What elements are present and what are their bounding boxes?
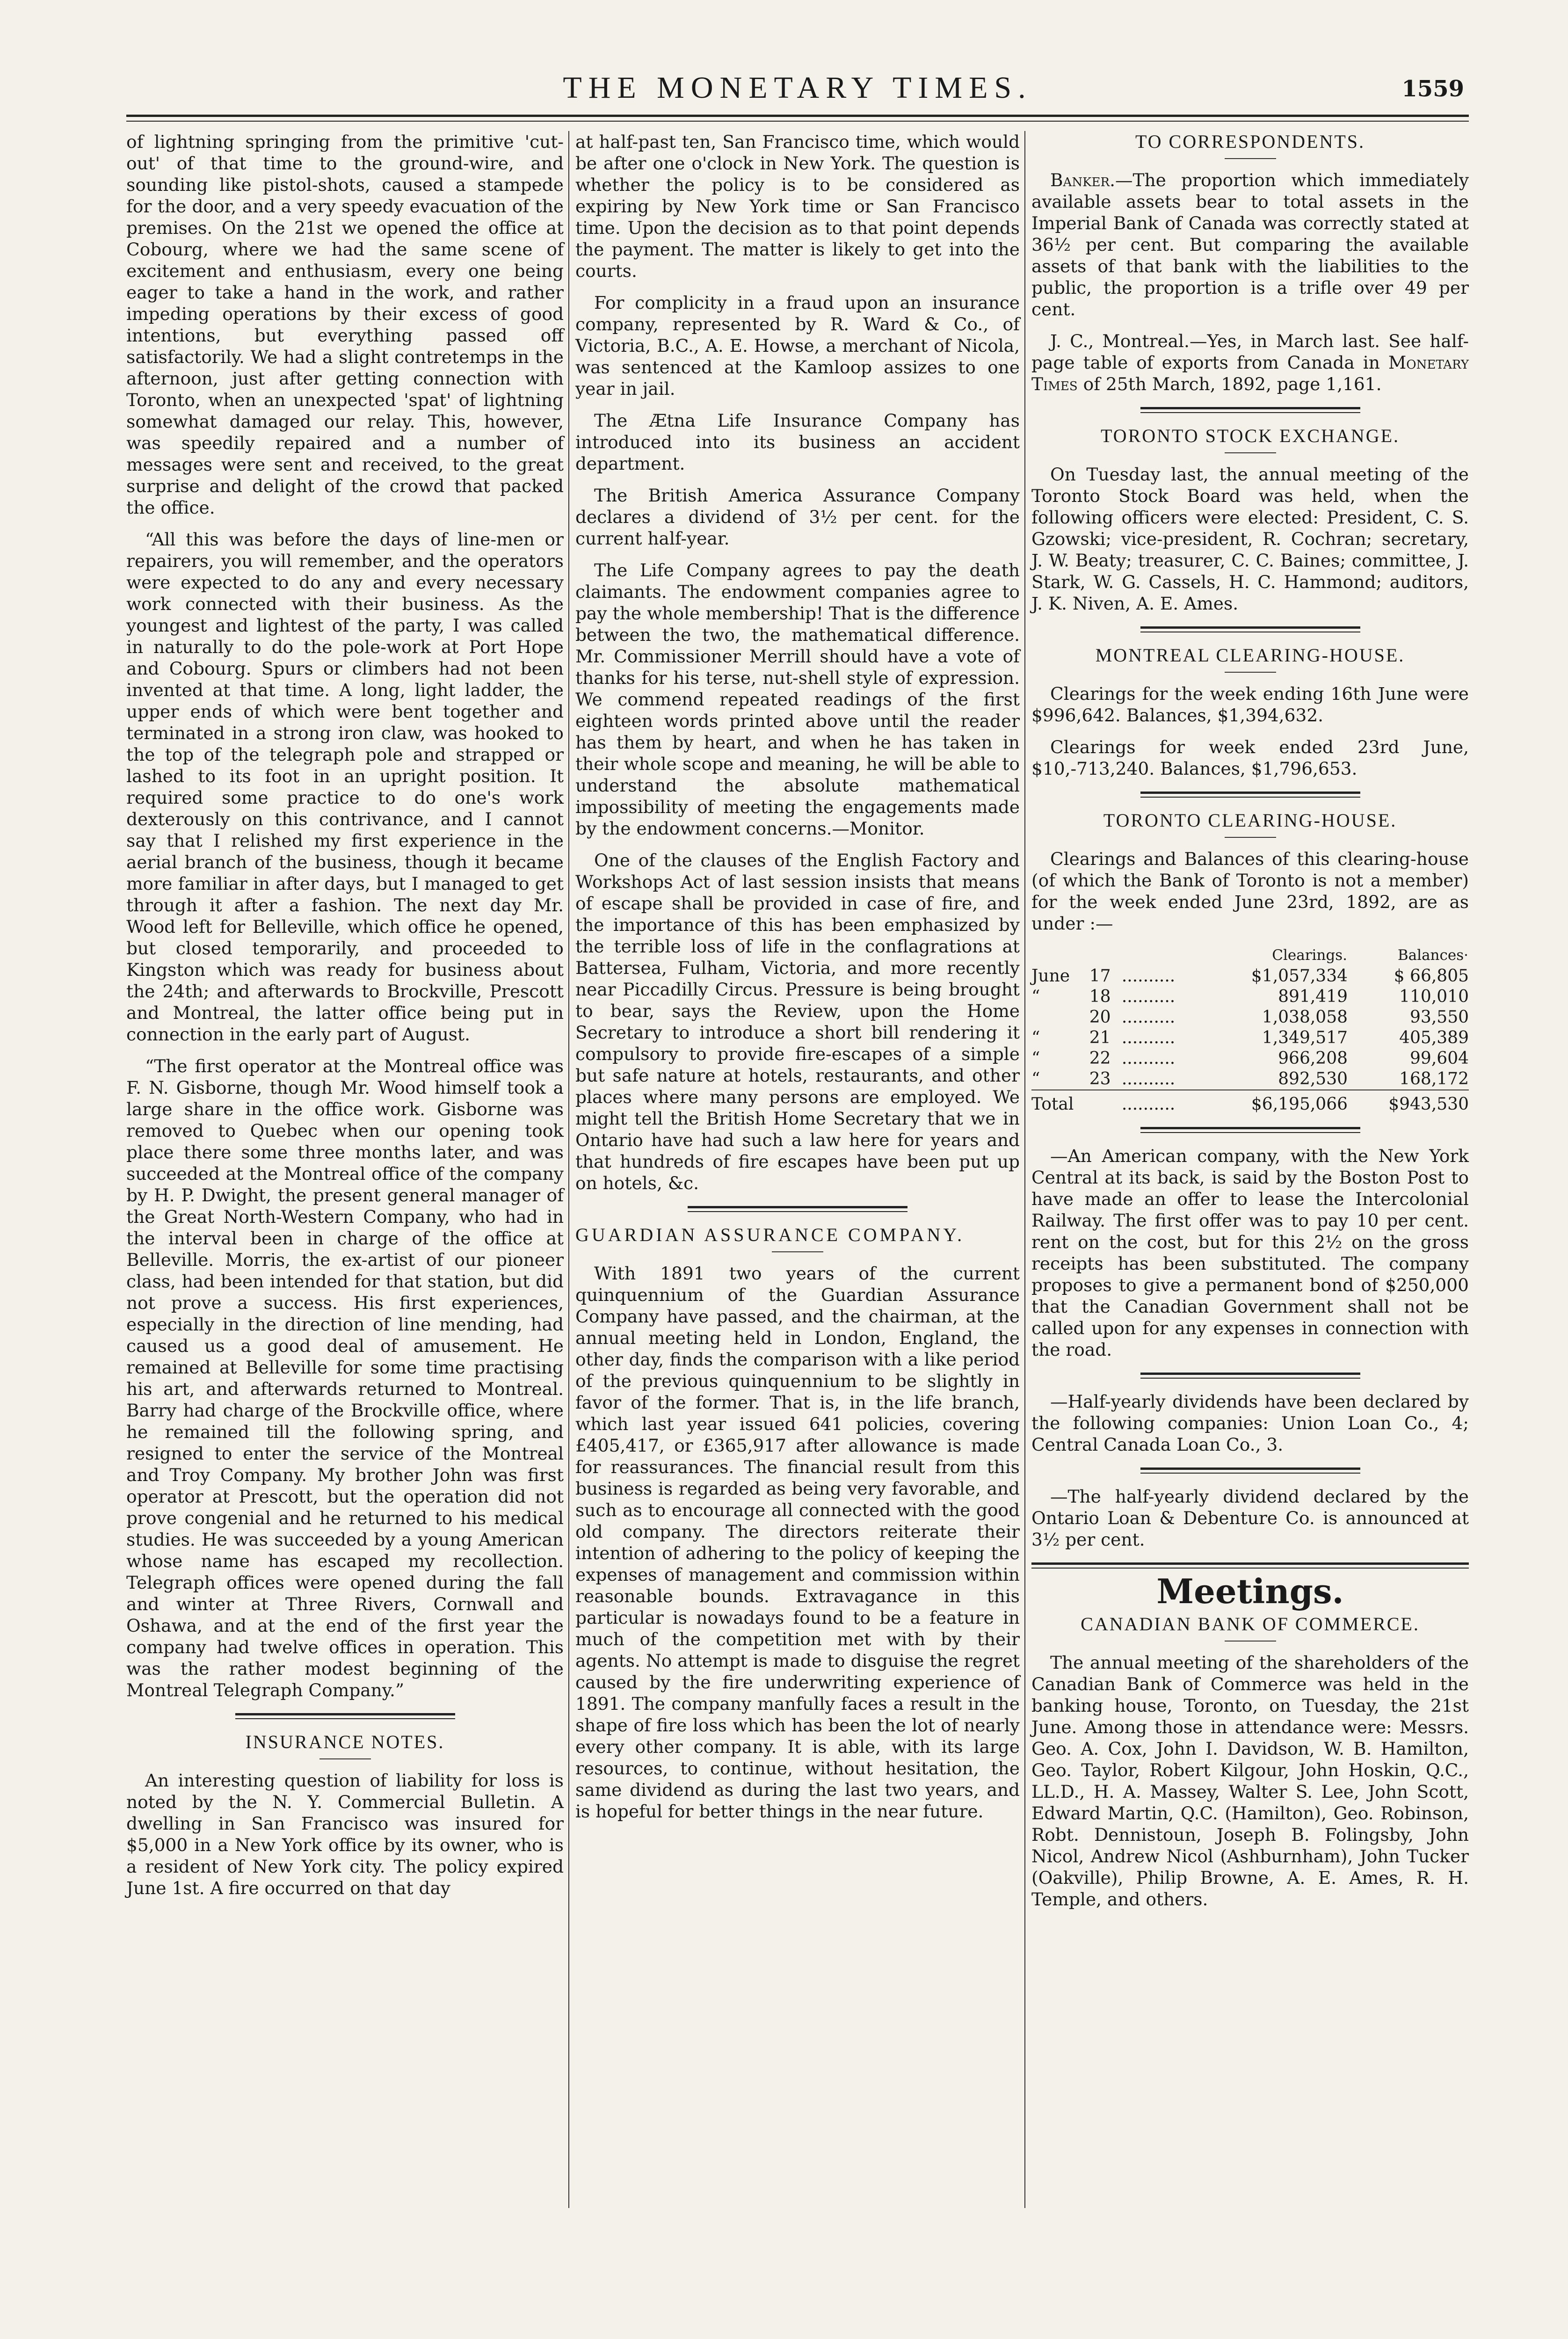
- total-label: Total: [1031, 1090, 1122, 1115]
- section-divider: [1140, 407, 1360, 413]
- jc-text-end: of 25th March, 1892, page 1,161.: [1077, 374, 1382, 394]
- row-month: June: [1031, 966, 1070, 986]
- row-clearings: 892,530: [1278, 1069, 1348, 1089]
- banker-paragraph: [1031, 169, 1469, 320]
- section-divider: [1031, 1562, 1469, 1569]
- masthead-rule: [126, 115, 1469, 117]
- row-balances: 405,389: [1399, 1028, 1469, 1047]
- heading-rule: [1225, 452, 1276, 453]
- section-divider: [1140, 1127, 1360, 1133]
- column-1: [126, 131, 564, 1909]
- article-paragraph: at half-past ten, San Francisco time, which would be after one o'clock in New York. The question is whether the policy is to be considered as expiring by New York time or San Francisco time. Upon the decision as to that point depends the payment. The matter is likely to get into the courts.: [575, 131, 1020, 281]
- table-row: [1031, 1048, 1469, 1069]
- table-row: [1031, 987, 1469, 1007]
- article-paragraph: For complicity in a fraud upon an insurance company, represented by R. Ward & Co., of Victoria, B.C., A. E. Howse, a merchant of Nicola, was sentenced at the Kamloop assizes to one year in jail.: [575, 292, 1020, 399]
- row-balances: 93,550: [1410, 1008, 1469, 1027]
- article-paragraph: The Ætna Life Insurance Company has introduced into its business an accident department.: [575, 410, 1020, 474]
- stock-exchange-heading: TORONTO STOCK EXCHANGE.: [1100, 425, 1400, 446]
- row-day: 17: [1089, 966, 1111, 986]
- row-clearings: 1,038,058: [1262, 1008, 1348, 1027]
- row-clearings: 966,208: [1278, 1049, 1348, 1068]
- row-balances: 99,604: [1410, 1049, 1469, 1068]
- table-header-balances: Balances·: [1397, 947, 1468, 964]
- total-clearings: $6,195,066: [1202, 1090, 1348, 1115]
- section-divider: [1140, 626, 1360, 632]
- column-divider: [1024, 131, 1025, 2208]
- table-total-row: [1031, 1090, 1469, 1115]
- article-paragraph: With 1891 two years of the current quinquennium of the Guardian Assurance Company have passed, and the chairman, at the annual meeting held in London, England, the other day, finds the comparison with a like period of the previous quinquennium to be slightly in favor of the former. That is, in the life branch, which last year issued 641 policies, covering £405,417, or £365,917 after allowance is made for reassurances. The financial result from this business is regarded as being very favorable, and such as to encourage all connected with the good old company. The directors reiterate their intention of adhering to the policy of keeping the expenses of management and commission within reasonable bounds. Extravagance in this particular is nowadays found to be a feature in much of the competition met with by their agents. No attempt is made to disguise the regret caused by the fire underwriting experience of 1891. The company manfully faces a result in the shape of fire loss which has been the lot of nearly every other company. It is able, with its large resources, to continue, without hesitation, the same dividend as during the last two years, and is hopeful for better things in the near future.: [575, 1263, 1020, 1822]
- correspondents-heading: TO CORRESPONDENTS.: [1135, 131, 1365, 152]
- article-paragraph: On Tuesday last, the annual meeting of the Toronto Stock Board was held, when the following officers were elected: President, C. S. Gzowski; vice-president, R. Cochran; secretary, J. W. Beaty; treasurer, C. C. Baines; committee, J. Stark, W. G. Cassels, H. C. Hammond; auditors, J. K. Niven, A. E. Ames.: [1031, 464, 1469, 614]
- row-day: 21: [1089, 1028, 1111, 1047]
- newspaper-title: THE MONETARY TIMES.: [563, 71, 1032, 105]
- row-balances: 110,010: [1399, 987, 1469, 1006]
- banker-text: —The proportion which immediately available assets bear to total assets in the Imperial Bank of Canada was correctly stated at 36½ per cent. But comparing the available assets of that bank with the liabilities to the public, the proportion is a trifle over 49 per cent.: [1031, 170, 1469, 320]
- article-paragraph: of lightning springing from the primitive 'cut-out' of that time to the ground-wire, and sounding like pistol-shots, caused a stampede for the door, and a very speedy evacuation of the premises. On the 21st we opened the office at Cobourg, where we had the same scene of excitement and enthusiasm, every one being eager to take a hand in the work, and rather impeding operations by their excess of good intentions, but everything passed off satisfactorily. We had a slight contretemps in the afternoon, just after getting connection with Toronto, when an unexpected 'spat' of lightning somewhat damaged our relay. This, however, was speedily repaired and a number of messages were sent and received, to the great surprise and delight of the crowd that packed the office.: [126, 131, 564, 518]
- article-paragraph: Clearings for the week ending 16th June were $996,642. Balances, $1,394,632.: [1031, 683, 1469, 726]
- clearing-table: [1031, 944, 1469, 1115]
- masthead: [126, 70, 1469, 112]
- row-balances: 168,172: [1399, 1069, 1469, 1089]
- article-paragraph: An interesting question of liability for loss is noted by the N. Y. Commercial Bulletin. A dwelling in San Francisco was insured for $5,000 in a New York office by its owner, who is a resident of New York city. The policy expired June 1st. A fire occurred on that day: [126, 1770, 564, 1898]
- row-leader: ..........: [1122, 1090, 1203, 1115]
- heading-rule: [1225, 1641, 1276, 1642]
- table-row: [1031, 1028, 1469, 1048]
- row-month: [1031, 1007, 1089, 1028]
- article-paragraph: “All this was before the days of line-men or repairers, you will remember, and the operators were expected to do any and every necessary work connected with their business. As the youngest and lightest of the party, I was called in naturally to do the pole-work at Port Hope and Cobourg. Spurs or climbers had not been invented at that time. A long, light ladder, the upper ends of which were bent together and terminated in a strong iron claw, was hooked to the top of the telegraph pole and strapped or lashed to its foot in an upright position. It required some practice to do one's work dexterously on this contrivance, and I cannot say that I relished my first experience in the aerial branch of the business, though it became more familiar in after days, but I managed to get through it after a fashion. The next day Mr. Wood left for Belleville, which office he opened, but closed temporarily, and proceeded to Kingston which was ready for business about the 24th; and afterwards to Brockville, Prescott and Montreal, the latter office being put in connection in the early part of August.: [126, 529, 564, 1045]
- table-header-clearings: Clearings.: [1272, 947, 1348, 964]
- jc-text: J. C., Montreal.—Yes, in March last. See half-page table of exports from Canada in: [1031, 331, 1469, 373]
- article-paragraph: Clearings and Balances of this clearing-house (of which the Bank of Toronto is not a member) for the week ended June 23rd, 1892, are as under :—: [1031, 849, 1469, 934]
- row-day: 18: [1089, 987, 1111, 1006]
- row-leader: ..........: [1121, 1008, 1176, 1027]
- section-divider: [1140, 1467, 1360, 1474]
- jc-paragraph: [1031, 330, 1469, 395]
- column-2: [575, 131, 1020, 1832]
- column-divider: [568, 131, 569, 2208]
- row-leader: ..........: [1121, 1028, 1176, 1047]
- heading-rule: [1225, 672, 1276, 673]
- article-paragraph: One of the clauses of the English Factory and Workshops Act of last session insists that means of escape shall be provided in case of fire, and the importance of this has been emphasized by the terrible loss of life in the conflagrations at Battersea, Fulham, Victoria, and more recently near Piccadilly Circus. Pressure is being brought to bear, says the Review, upon the Home Secretary to introduce a short bill rendering it compulsory to provide fire-escapes of a simple but safe nature at hotels, restaurants, and other places where many persons are employed. We might tell the British Home Secretary that we in Ontario have had such a law here for years and that hundreds of fire escapes have been put up on hotels, &c.: [575, 850, 1020, 1193]
- article-paragraph: The British America Assurance Company declares a dividend of 3½ per cent. for the current half-year.: [575, 485, 1020, 549]
- article-paragraph: The annual meeting of the shareholders of the Canadian Bank of Commerce was held in the banking house, Toronto, on Tuesday, the 21st June. Among those in attendance were: Messrs. Geo. A. Cox, John I. Davidson, W. B. Hamilton, Geo. Taylor, Robert Kilgour, John Hoskin, Q.C., LL.D., H. A. Massey, Walter S. Lee, John Scott, Edward Martin, Q.C. (Hamilton), Geo. Robinson, Robt. Dennistoun, Joseph B. Folingsby, John Nicol, Andrew Nicol (Ashburnham), John Tucker (Oakville), Philip Browne, A. E. Ames, R. H. Temple, and others.: [1031, 1652, 1469, 1910]
- column-3: [1031, 131, 1469, 1920]
- masthead-rule-thin: [126, 121, 1469, 122]
- heading-rule: [1225, 158, 1276, 159]
- row-leader: ..........: [1121, 966, 1176, 986]
- monetary-times-ref: Monetary Times: [1031, 352, 1469, 394]
- row-day: 20: [1089, 1008, 1111, 1027]
- insurance-notes-heading: INSURANCE NOTES.: [245, 1731, 445, 1752]
- row-day: 22: [1089, 1049, 1111, 1068]
- row-balances: $ 66,805: [1394, 966, 1469, 986]
- section-divider: [1140, 792, 1360, 798]
- row-clearings: 1,349,517: [1262, 1028, 1348, 1047]
- row-month: “: [1031, 987, 1040, 1006]
- row-month: “: [1031, 1049, 1040, 1068]
- section-divider: [688, 1206, 907, 1212]
- article-paragraph: The Life Company agrees to pay the death claimants. The endowment companies agree to pay the whole membership! That is the difference between the two, the mathematical difference. Mr. Commissioner Merrill should have a vote of thanks for his terse, nut-shell style of expression. We commend repeated readings of the first eighteen words printed above until the reader has them by heart, and when he has taken in their whole scope and meaning, he will be able to understand the absolute mathematical impossibility of meeting the engagements made by the endowment concerns.—Monitor.: [575, 560, 1020, 839]
- row-day: 23: [1089, 1069, 1111, 1089]
- article-paragraph: —An American company, with the New York Central at its back, is said by the Boston Post to have made an offer to lease the Intercolonial Railway. The first offer was to pay 10 per cent. rent on the cost, but for this 2½ on the gross receipts has been substituted. The company proposes to give a permanent bond of $250,000 that the Canadian Government shall not be called upon for any expenses in connection with the road.: [1031, 1146, 1469, 1360]
- table-header-row: [1031, 944, 1469, 966]
- row-month: “: [1031, 1028, 1040, 1047]
- table-row: [1031, 1069, 1469, 1090]
- row-month: “: [1031, 1069, 1040, 1089]
- article-paragraph: “The first operator at the Montreal office was F. N. Gisborne, though Mr. Wood himself took a large share in the office work. Gisborne was removed to Quebec when our opening took place there some three months later, and was succeeded at the Montreal office of the company by H. P. Dwight, the present general manager of the Great North-Western Company, who had in the interval been in charge of the office at Belleville. Morris, the ex-artist of our pioneer class, had been intended for that station, but did not prove a success. His first experiences, especially in the direction of line mending, had caused us a good deal of amusement. He remained at Belleville for some time practising his art, and afterwards returned to Montreal. Barry had charge of the Brockville office, where he remained till the following spring, and resigned to enter the service of the Montreal and Troy Company. My brother John was first operator at Prescott, but the operation did not prove congenial and he returned to his medical studies. He was succeeded by a young American whose name has escaped my recollection. Telegraph offices were opened during the fall and winter at Three Rivers, Cornwall and Oshawa, and at the end of the first year the company had twelve offices in operation. This was the rather modest beginning of the Montreal Telegraph Company.”: [126, 1056, 564, 1700]
- bank-of-commerce-heading: CANADIAN BANK OF COMMERCE.: [1081, 1613, 1420, 1634]
- row-leader: ..........: [1121, 987, 1176, 1006]
- toronto-clearing-heading: TORONTO CLEARING-HOUSE.: [1103, 810, 1397, 831]
- heading-rule: [319, 1758, 371, 1759]
- meetings-heading: Meetings.: [1156, 1571, 1344, 1611]
- banker-label: Banker.: [1050, 170, 1115, 190]
- table-row: [1031, 1007, 1469, 1028]
- heading-rule: [1225, 837, 1276, 838]
- montreal-clearing-heading: MONTREAL CLEARING-HOUSE.: [1095, 645, 1405, 666]
- section-divider: [235, 1713, 455, 1719]
- row-leader: ..........: [1121, 1069, 1176, 1089]
- row-clearings: 891,419: [1278, 987, 1348, 1006]
- heading-rule: [772, 1251, 823, 1252]
- row-clearings: $1,057,334: [1251, 966, 1348, 986]
- page-number: 1559: [1401, 76, 1464, 102]
- total-balances: $943,530: [1348, 1090, 1469, 1115]
- article-paragraph: Clearings for week ended 23rd June, $10,-713,240. Balances, $1,796,653.: [1031, 737, 1469, 779]
- table-row: [1031, 966, 1469, 987]
- guardian-heading: GUARDIAN ASSURANCE COMPANY.: [575, 1224, 965, 1245]
- section-divider: [1140, 1373, 1360, 1379]
- article-paragraph: —Half-yearly dividends have been declared by the following companies: Union Loan Co., 4; Central Canada Loan Co., 3.: [1031, 1391, 1469, 1455]
- article-paragraph: —The half-yearly dividend declared by the Ontario Loan & Debenture Co. is announced at 3½ per cent.: [1031, 1486, 1469, 1550]
- row-leader: ..........: [1121, 1049, 1176, 1068]
